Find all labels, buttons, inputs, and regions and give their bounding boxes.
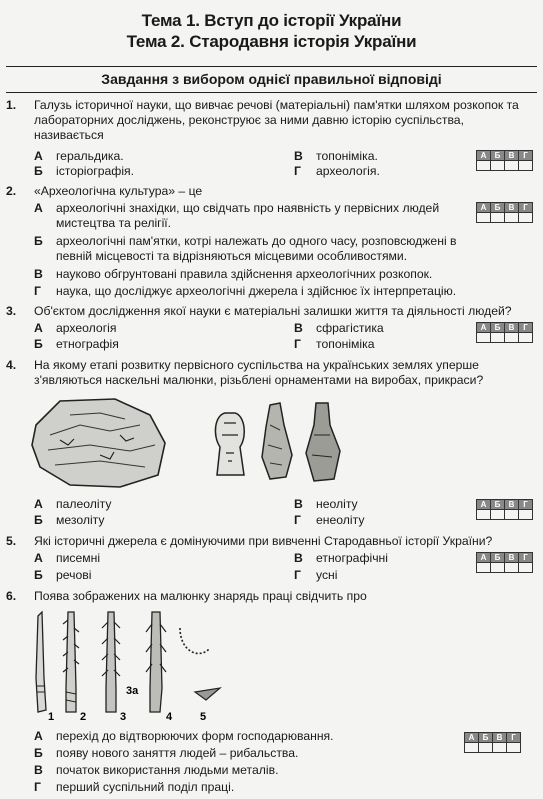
question-number: 2. — [6, 184, 17, 198]
tool-label: 2 — [80, 711, 87, 723]
option-g[interactable]: Г перший суспільний поділ праці. — [34, 780, 235, 794]
question-text: Поява зображених на малюнку знарядь праці свідчить про — [34, 589, 367, 603]
option-b[interactable]: Б історіографія. — [34, 164, 135, 178]
option-g[interactable]: Г енеоліту — [294, 513, 365, 527]
question-number: 6. — [6, 589, 17, 603]
option-v[interactable]: В науково обгрунтовані правила здійснення археологічних розкопок. — [34, 267, 433, 281]
divider — [6, 92, 537, 93]
option-a[interactable]: А археологічні знахідки, що свідчать про наявність у первісних людей мистецтва та релігії. — [34, 201, 440, 230]
titles — [0, 0, 543, 52]
answer-grid[interactable]: А Б В Г — [464, 732, 521, 753]
tool-3-harpoon — [102, 612, 120, 712]
option-g[interactable]: Г наука, що досліджує археологічні джерела і здійснює їх інтерпретацію. — [34, 284, 457, 298]
tool-label: 4 — [166, 711, 173, 723]
section-heading: Завдання з вибором однієї правильної відповіді — [101, 71, 442, 87]
answer-grid[interactable]: А Б В Г — [476, 202, 533, 223]
question-3 — [6, 304, 535, 319]
option-g[interactable]: Г усні — [294, 568, 338, 582]
tool-2-harpoon — [63, 612, 79, 712]
question-2 — [6, 184, 535, 199]
option-v[interactable]: В топоніміка. — [294, 149, 378, 163]
question-text: Які історичні джерела є домінуючими при вивченні Стародавньої історії України? — [34, 534, 493, 548]
option-a[interactable]: А геральдика. — [34, 149, 124, 163]
question-1 — [6, 98, 535, 143]
answer-grid[interactable]: А Б В Г — [476, 552, 533, 573]
question-5 — [6, 534, 535, 549]
question-text: На якому етапі розвитку первісного суспільства на українських землях уперше з'являються наскельні малюнки, різьблені орнаментами на виробах, прикраси? — [34, 358, 484, 387]
tool-label: 5 — [200, 711, 207, 723]
option-b[interactable]: Б появу нового заняття людей – рибальства. — [34, 746, 299, 760]
question-number: 1. — [6, 98, 17, 112]
tool-label: 3а — [126, 685, 139, 697]
topic-title-2: Тема 2. Стародавня історія України — [126, 32, 417, 51]
option-v[interactable]: В сфрагістика — [294, 321, 384, 335]
question-text: Галузь історичної науки, що вивчає речові (матеріальні) пам'ятки шляхом розкопок та лабораторних досліджень, реконструює за ними давню історію суспільства, називається — [34, 98, 519, 142]
answer-grid[interactable]: А Б В Г — [476, 499, 533, 520]
question-number: 3. — [6, 304, 17, 318]
question-text: Об'єктом дослідження якої науки є матеріальні залишки життя та діяльності людей? — [34, 304, 512, 318]
option-v[interactable]: В початок використання людьми металів. — [34, 763, 279, 777]
option-a[interactable]: А писемні — [34, 551, 101, 565]
tool-label: 3 — [120, 711, 127, 723]
question-number: 5. — [6, 534, 17, 548]
option-v[interactable]: В етнографічні — [294, 551, 388, 565]
option-a[interactable]: А археологія — [34, 321, 117, 335]
question-4 — [6, 358, 535, 388]
option-g[interactable]: Г топоніміка — [294, 337, 375, 351]
bone-figurine — [262, 403, 292, 479]
topic-title-1: Тема 1. Вступ до історії України — [141, 11, 402, 30]
artifacts-illustration — [30, 395, 360, 490]
question-text: «Археологічна культура» – це — [34, 184, 203, 198]
option-b[interactable]: Б етнографія — [34, 337, 119, 351]
divider — [6, 66, 537, 67]
option-b[interactable]: Б мезоліту — [34, 513, 105, 527]
carved-pendant — [215, 413, 244, 475]
option-b[interactable]: Б речові — [34, 568, 92, 582]
carved-figurine — [306, 403, 340, 481]
option-g[interactable]: Г археологія. — [294, 164, 380, 178]
option-b[interactable]: Б археологічні пам'ятки, котрі належать до одного часу, розповсюджені в певній місцевості та відрізняються місцевими особливостями. — [34, 234, 457, 263]
option-a[interactable]: А палеоліту — [34, 497, 112, 511]
answer-grid[interactable]: А Б В Г — [476, 322, 533, 343]
tool-5-fishhook — [180, 628, 220, 700]
option-a[interactable]: А перехід до відтворюючих форм господарювання. — [34, 729, 334, 743]
engraved-stone — [32, 399, 165, 487]
option-v[interactable]: В неоліту — [294, 497, 358, 511]
question-number: 4. — [6, 358, 17, 372]
question-6 — [6, 589, 535, 604]
tool-1-bone-point — [36, 612, 46, 712]
tool-label: 1 — [48, 711, 55, 723]
answer-grid[interactable]: А Б В Г — [476, 150, 533, 171]
tools-illustration — [30, 608, 230, 724]
tool-4-spear — [146, 612, 166, 712]
